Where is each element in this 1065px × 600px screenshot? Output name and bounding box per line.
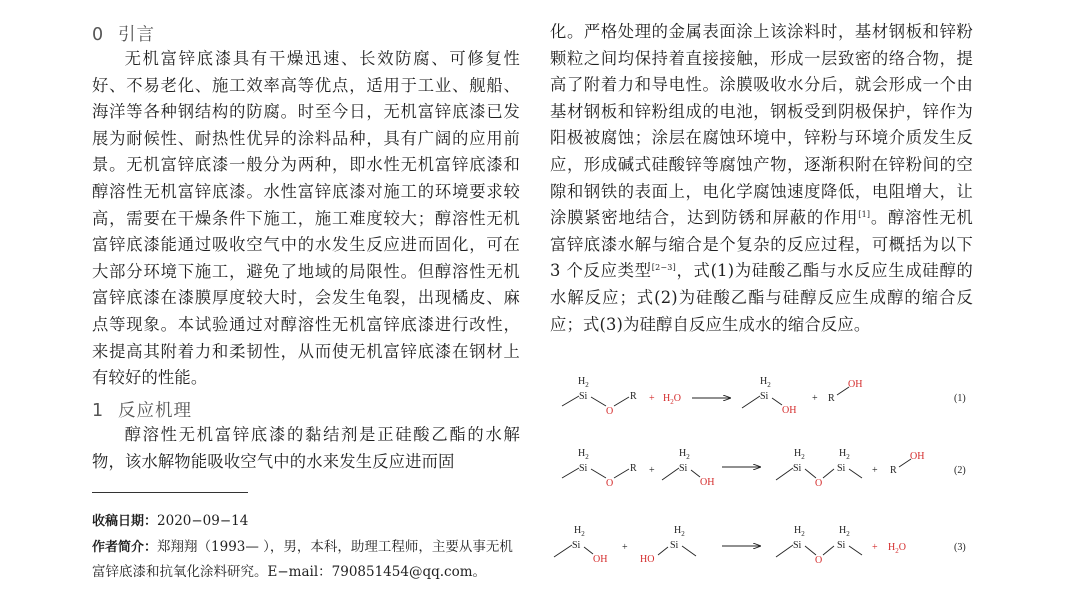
section1-heading-title: 反应机理 <box>118 401 192 421</box>
received-date-note <box>92 509 520 534</box>
author-text: 郑翔翔（1993— ），男，本科，助理工程师，主要从事无机富锌底漆和抗氧化涂料研究。E−mail：790851454@qq.com。 <box>92 539 513 580</box>
equation-number: (2) <box>954 465 966 476</box>
plus-sign: + <box>649 465 655 476</box>
si-atom-label: Si <box>679 463 688 474</box>
oxygen-label: O <box>606 406 614 417</box>
eq2-reactant-ester <box>562 448 637 489</box>
r-group-label: R <box>630 391 637 402</box>
author-label: 作者简介： <box>92 540 158 555</box>
hydroxyl-label: OH <box>700 477 715 488</box>
si-hydrogen-label: $H_2$ <box>794 525 805 538</box>
hydroxyl-label: HO <box>640 554 655 565</box>
reference-2-3[interactable]: [2−3] <box>651 263 676 273</box>
plus-sign: + <box>622 542 628 553</box>
bond-line <box>682 546 696 556</box>
bond-line <box>591 469 606 478</box>
equation-2 <box>562 448 966 489</box>
si-hydrogen-label: $H_2$ <box>674 525 685 538</box>
si-hydrogen-label: $H_2$ <box>839 525 850 538</box>
bond-line <box>584 547 593 554</box>
si-hydrogen-label: $H_2$ <box>574 525 585 538</box>
intro-heading-title: 引言 <box>118 25 155 45</box>
section1-heading <box>92 398 192 424</box>
oxygen-label: O <box>815 555 823 566</box>
si-hydrogen-label: $H_2$ <box>578 376 589 389</box>
eq1-product-silanol <box>742 376 796 416</box>
reference-1[interactable]: [1] <box>858 210 871 220</box>
si-atom-label: Si <box>793 540 802 551</box>
reaction-equations <box>550 370 980 580</box>
bond-line <box>849 469 862 478</box>
continued-text-c: ，式(1)为硅酸乙酯与水反应生成硅醇的水解反应；式(2)为硅酸乙酯与硅醇反应生成醇的缩合反应；式(3)为硅醇自反应生成水的缩合反应。 <box>550 261 973 334</box>
r-group-label: R <box>828 393 835 404</box>
plus-sign: + <box>649 393 655 404</box>
si-atom-label: Si <box>572 540 581 551</box>
plus-sign: + <box>872 542 878 553</box>
si-hydrogen-label: $H_2$ <box>794 448 805 461</box>
si-atom-label: Si <box>760 391 769 402</box>
section1-heading-number: 1 <box>92 401 105 421</box>
equation-1 <box>562 376 966 417</box>
si-hydrogen-label: $H_2$ <box>679 448 690 461</box>
bond-line <box>691 470 700 477</box>
si-hydrogen-label: $H_2$ <box>760 376 771 389</box>
intro-heading <box>92 22 155 48</box>
bond-line <box>849 546 862 555</box>
si-hydrogen-label: $H_2$ <box>578 448 589 461</box>
bond-line <box>614 397 629 406</box>
equation-3 <box>554 525 966 566</box>
bond-line <box>776 468 793 480</box>
bond-line <box>772 398 782 405</box>
eq3-reactant-silanol-a <box>554 525 607 565</box>
hydroxyl-label: OH <box>910 451 925 462</box>
si-atom-label: Si <box>837 463 846 474</box>
intro-paragraph: 无机富锌底漆具有干燥迅速、长效防腐、可修复性好、不易老化、施工效率高等优点，适用于工业、舰船、海洋等各种钢结构的防腐。时至今日，无机富锌底漆已发展为耐候性、耐热性优异的涂料品种，具有广阔的应用前景。无机富锌底漆一般分为两种，即水性无机富锌底漆和醇溶性无机富锌底漆。水性富锌底漆对施工的环境要求较高，需要在干燥条件下施工，施工难度较大；醇溶性无机富锌底漆能通过吸收空气中的水发生反应进而固化，可在大部分环境下施工，避免了地域的局限性。但醇溶性无机富锌底漆在漆膜厚度较大时，会发生龟裂，出现橘皮、麻点等现象。本试验通过对醇溶性无机富锌底漆进行改性，来提高其附着力和柔韧性，从而使无机富锌底漆在钢材上有较好的性能。 <box>92 49 520 388</box>
si-hydrogen-label: $H_2$ <box>839 448 850 461</box>
eq1-reactant-ester <box>562 376 637 417</box>
si-atom-label: Si <box>579 391 588 402</box>
oxygen-label: O <box>815 478 823 489</box>
received-label: 收稿日期： <box>92 514 158 529</box>
section1-paragraph-continued <box>550 19 973 338</box>
bond-line <box>805 546 816 555</box>
hydroxyl-label: OH <box>848 379 863 390</box>
eq2-reactant-silanol <box>662 448 714 488</box>
bond-line <box>614 469 629 478</box>
bond-line <box>554 545 572 557</box>
eq2-product-alcohol <box>890 451 924 476</box>
eq1-product-alcohol <box>828 379 862 404</box>
bond-line <box>823 546 834 555</box>
oxygen-label: O <box>606 478 614 489</box>
bond-line <box>562 396 579 406</box>
equation-number: (1) <box>954 393 966 404</box>
continued-text-b: 。醇溶性无机富锌底漆水解与缩合是个复杂的反应过程，可概括为以下 3 个反应类型 <box>550 208 973 281</box>
plus-sign: + <box>812 393 818 404</box>
bond-line <box>742 396 760 408</box>
si-atom-label: Si <box>837 540 846 551</box>
water-formula: $H_2O$ <box>888 542 906 555</box>
r-group-label: R <box>630 463 637 474</box>
hydroxyl-label: OH <box>593 554 608 565</box>
water-formula: $H_2O$ <box>663 393 681 406</box>
bond-line <box>776 545 793 557</box>
r-group-label: R <box>890 465 897 476</box>
section1-paragraph-start: 醇溶性无机富锌底漆的黏结剂是正硅酸乙酯的水解物，该水解物能吸收空气中的水来发生反应进而固 <box>92 425 520 471</box>
si-atom-label: Si <box>793 463 802 474</box>
si-atom-label: Si <box>670 540 679 551</box>
bond-line <box>805 469 816 478</box>
received-date: 2020−09−14 <box>157 513 249 529</box>
bond-line <box>658 547 668 555</box>
eq3-reactant-silanol-b <box>640 525 696 565</box>
si-atom-label: Si <box>579 463 588 474</box>
eq2-product-siloxane <box>776 448 862 489</box>
bond-line <box>562 468 579 478</box>
hydroxyl-label: OH <box>782 405 797 416</box>
author-bio-note <box>92 535 520 584</box>
bond-line <box>662 468 679 480</box>
bond-line <box>823 469 834 478</box>
intro-heading-number: 0 <box>92 25 105 45</box>
footnote-divider <box>92 492 248 493</box>
plus-sign: + <box>872 465 878 476</box>
eq3-product-siloxane <box>776 525 862 566</box>
bond-line <box>591 397 606 406</box>
equation-number: (3) <box>954 542 966 553</box>
continued-text-a: 化。严格处理的金属表面涂上该涂料时，基材钢板和锌粉颗粒之间均保持着直接接触，形成一层致密的络合物，提高了附着力和导电性。涂膜吸收水分后，就会形成一个由基材钢板和锌粉组成的电池，钢板受到阴极保护，锌作为阳极被腐蚀；涂层在腐蚀环境中，锌粉与环境介质发生反应，形成碱式硅酸锌等腐蚀产物，逐渐积附在锌粉间的空隙和钢铁的表面上，电化学腐蚀速度降低，电阻增大，让涂膜紧密地结合，达到防锈和屏蔽的作用 <box>550 22 973 228</box>
